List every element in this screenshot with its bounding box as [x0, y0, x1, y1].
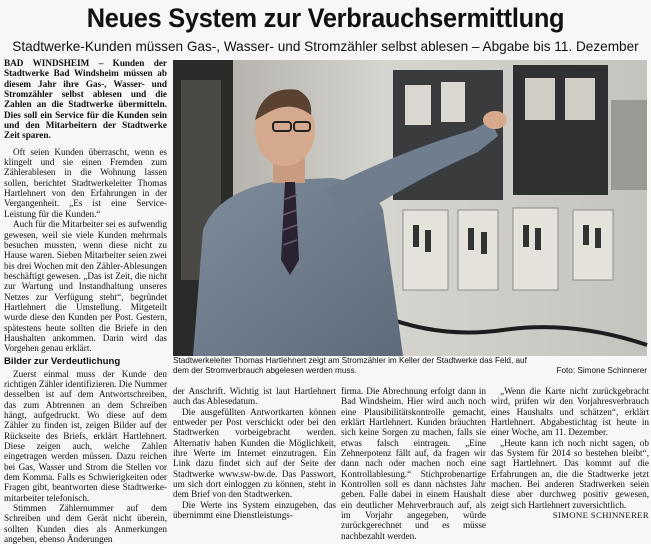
paragraph: „Wenn die Karte nicht zurückgebracht wird, prüfen wir den Vorjahresverbrauch eines Haushalts und schätzen“, erklärt Hartlehnert. Abgabestichtag ist heute in einer Woche, am 11. Dezember. [491, 386, 649, 438]
author-signature: SIMONE SCHINNERER [552, 510, 649, 521]
photo-caption-block [173, 356, 647, 376]
headline: Neues System zur Verbrauchsermittlung [86, 3, 565, 33]
column-3 [341, 386, 486, 541]
paragraph: Auch für die Mitarbeiter sei es aufwendig gewesen, weil sie viele Kunden mehrmals besuchen mussten, wenn diese nicht zu Hause waren. Sieben Mitarbeiter seien zwei bis drei Wochen mit den Zähler-Ablesungen beschäftigt gewesen. „Das ist Zeit, die nicht zur Wartung und Instandhaltung unseres Netzes zur Verfügung steht“, begründet Hartlehnert die Umstellung. Mitgeteilt wurde diese den Kunden per Post. Gestern, spätestens heute sollten die Briefe in den Haushalten ankommen. Darin wird das Vorgehen genau erklärt. [4, 219, 167, 354]
section-subhead: Bilder zur Verdeutlichung [4, 355, 121, 367]
paragraph: firma. Die Abrechnung erfolgt dann in Bad Windsheim. Hier wird auch noch eine Plausibilitätskontrolle gemacht, erklärt Hartlehnert. Kunden bräuchten sich keine Sorgen zu machen, falls sie etwas falsch eintragen. „Eine Zehnerpotenz fällt auf, da fragen wir dann nach oder machen noch eine Kontrollablesung.“ Stichprobenartige Kontrollen soll es dann nächstes Jahr geben. Falle dabei in einem Haushalt ein deutlicher Mehrverbrauch auf, als im Vorjahr angegeben, würde zurückgerechnet und es müsse nachbezahlt werden. [341, 386, 486, 541]
subheadline: Stadtwerke-Kunden müssen Gas-, Wasser- und Stromzähler selbst ablesen – Abgabe bis 11. Dezember [12, 39, 639, 54]
column-2 [173, 386, 336, 522]
paragraph: Die Werte ins System einzugeben, das übernimmt eine Dienstleistungs- [173, 499, 336, 521]
paragraph: „Heute kann ich noch nicht sagen, ob das System für 2014 so bestehen bleibt“, sagt Hartlehnert. Das kommt auf die Erfahrungen an, die die Stadtwerke jetzt machen. Bei anderen Stadtwerken seien diese aber durchweg positiv gewesen, zeigt sich Hartlehnert zuversichtlich. [491, 437, 649, 510]
dateline: BAD WINDSHEIM [4, 58, 90, 68]
lead-text: – Kunden der Stadtwerke Bad Windsheim müssen ab diesem Jahr ihre Gas-, Wasser- und Stromzähler selbst ablesen und die Zahlen an die Stadtwerke übermitteln. Dies soll ein Service für die Kunden sein und den Mitarbeitern der Stadtwerke Zeit sparen. [4, 58, 167, 141]
lead-paragraph [4, 58, 167, 141]
article-photo [173, 60, 647, 356]
column-1 [4, 58, 168, 544]
photo-person-at-meters-icon [173, 60, 647, 356]
photo-credit: Foto: Simone Schinnerer [556, 366, 647, 375]
paragraph: der Anschrift. Wichtig ist laut Hartlehnert auch das Ablesedatum. [173, 386, 336, 407]
paragraph: Oft seien Kunden überrascht, wenn es klingelt und sie einen Fremden zum Zählerablesen in die Wohnung lassen sollen, berichtet Stadtwerkeleiter Thomas Hartlehnert von den Erfahrungen in der Vergangenheit. „Es ist eine Service-Leistung für die Kunden.“ [4, 146, 167, 219]
column-4 [491, 386, 649, 522]
paragraph: Zuerst einmal muss der Kunde den richtigen Zähler identifizieren. Die Nummer desselben ist auf dem Antwortschreiben, das zum Abtrennen an dem Schreiben hängt, aufgedruckt. Wo diese auf dem Zähler zu finden ist, zeigen Bilder auf der Rückseite des Briefs, erklärt Hartlehnert. Diese zeigen auch, welche Zahlen eingetragen werden müssen. Dazu reichen bei Gas, Wasser und Strom die Stellen vor dem Komma. Falls es Schwierigkeiten oder Fragen gibt, beantworten diese Stadtwerke-mitarbeiter telefonisch. [4, 368, 168, 503]
paragraph: Die ausgefüllten Antwortkarten können entweder per Post verschickt oder bei den Stadtwerken vorbeigebracht werden. Alternativ haben Kunden die Möglichkeit, ihre Werte im Internet einzutragen. Ein Link dazu findet sich auf der Seite der Stadtwerke www.sw-bw.de. Das Passwort, um sich dort einloggen zu können, steht in dem Brief von den Stadtwerken. [173, 406, 336, 500]
photo-caption: Stadtwerkeleiter Thomas Hartlehnert zeigt am Stromzähler im Keller der Stadtwerke das Feld, auf dem der Stromverbrauch abgelesen werden muss. [173, 356, 527, 375]
paragraph: Stimmen Zählernummer auf dem Schreiben und dem Gerät nicht überein, sollten Kunden dies als Anmerkungen angeben, ebenso Änderungen [4, 503, 167, 544]
